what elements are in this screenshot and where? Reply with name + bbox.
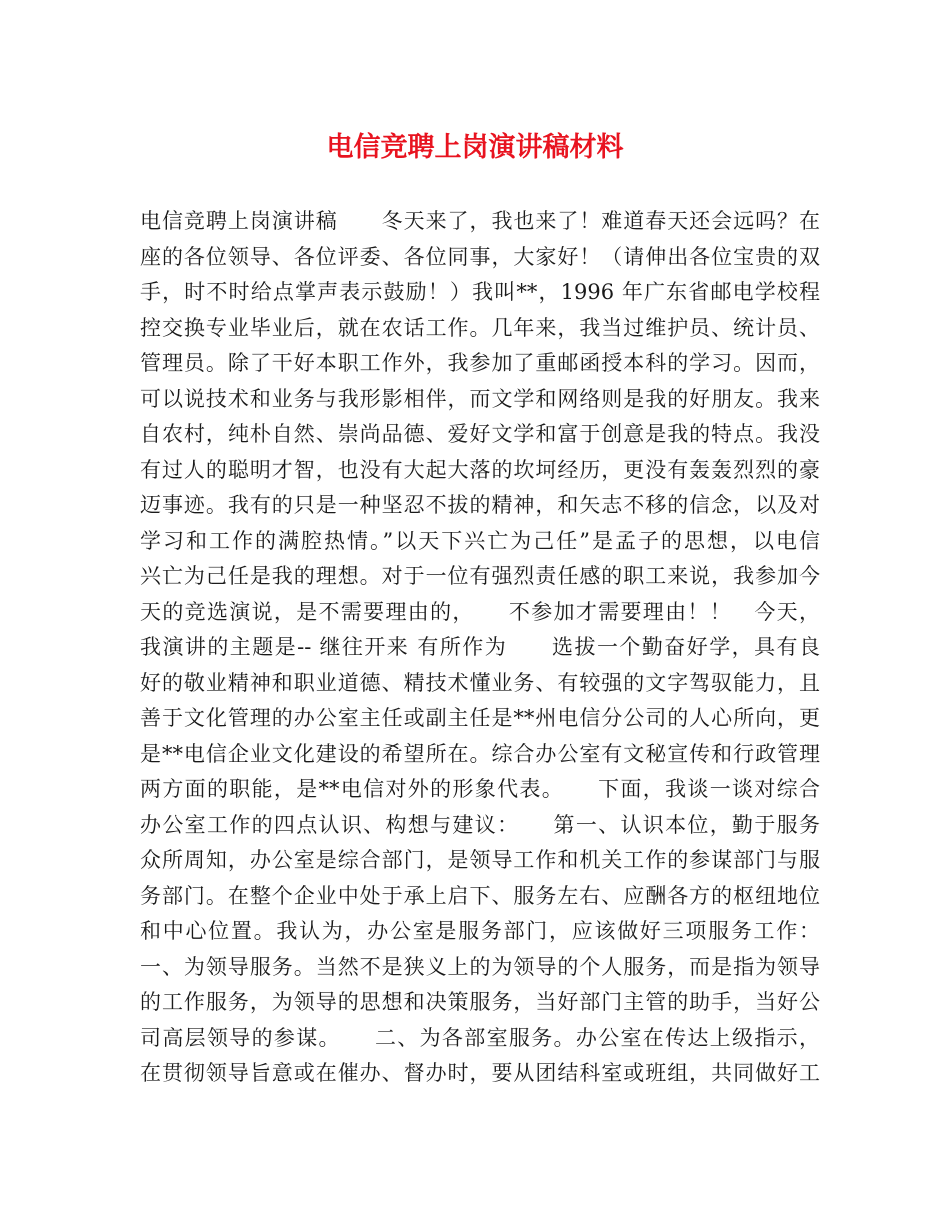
body-line: 好的敬业精神和职业道德、精技术懂业务、有较强的文字驾驭能力，且 bbox=[140, 670, 820, 695]
body-line: 迈事迹。我有的只是一种坚忍不拔的精神，和矢志不移的信念，以及对 bbox=[140, 493, 820, 517]
body-line: 善于文化管理的办公室主任或副主任是**州电信分公司的人心所向，更 bbox=[140, 706, 820, 730]
document-body bbox=[140, 204, 820, 1092]
body-line: 自农村，纯朴自然、崇尚品德、爱好文学和富于创意是我的特点。我没 bbox=[140, 422, 820, 446]
body-line: 座的各位领导、各位评委、各位同事，大家好！（请伸出各位宝贵的双 bbox=[140, 244, 820, 269]
body-line: 两方面的职能，是**电信对外的形象代表。 下面，我谈一谈对综合 bbox=[140, 777, 820, 801]
body-line: 控交换专业毕业后，就在农话工作。几年来，我当过维护员、统计员、 bbox=[140, 315, 820, 340]
body-line: 手，时不时给点掌声表示鼓励！）我叫**，1996 年广东省邮电学校程 bbox=[140, 280, 820, 304]
body-line: 我演讲的主题是-- 继往开来 有所作为 选拔一个勤奋好学，具有良 bbox=[140, 635, 820, 659]
body-line: 是**电信企业文化建设的希望所在。综合办公室有文秘宣传和行政管理 bbox=[140, 741, 820, 766]
body-line: 学习和工作的满腔热情。”以天下兴亡为己任”是孟子的思想，以电信 bbox=[140, 528, 820, 553]
body-line: 可以说技术和业务与我形影相伴，而文学和网络则是我的好朋友。我来 bbox=[140, 386, 820, 411]
body-line: 兴亡为己任是我的理想。对于一位有强烈责任感的职工来说，我参加今 bbox=[140, 564, 820, 588]
body-line: 电信竞聘上岗演讲稿 冬天来了，我也来了！难道春天还会远吗？在 bbox=[140, 209, 820, 233]
body-line: 的工作服务，为领导的思想和决策服务，当好部门主管的助手，当好公 bbox=[140, 990, 820, 1014]
document-title: 电信竞聘上岗演讲稿材料 bbox=[326, 132, 624, 163]
body-line: 管理员。除了干好本职工作外，我参加了重邮函授本科的学习。因而， bbox=[140, 351, 820, 375]
body-line: 司高层领导的参谋。 二、为各部室服务。办公室在传达上级指示， bbox=[140, 1025, 820, 1050]
body-line: 务部门。在整个企业中处于承上启下、服务左右、应酬各方的枢纽地位 bbox=[140, 883, 820, 908]
body-line: 众所周知，办公室是综合部门，是领导工作和机关工作的参谋部门与服 bbox=[140, 848, 820, 872]
body-line: 和中心位置。我认为，办公室是服务部门，应该做好三项服务工作： bbox=[140, 919, 820, 943]
body-line: 天的竞选演说，是不需要理由的， 不参加才需要理由！！ 今天， bbox=[140, 599, 820, 624]
body-line: 一、为领导服务。当然不是狭义上的为领导的个人服务，而是指为领导 bbox=[140, 954, 820, 979]
body-line: 在贯彻领导旨意或在催办、督办时，要从团结科室或班组，共同做好工 bbox=[140, 1061, 820, 1085]
body-line: 办公室工作的四点认识、构想与建议： 第一、认识本位，勤于服务 bbox=[140, 812, 820, 837]
body-line: 有过人的聪明才智，也没有大起大落的坎坷经历，更没有轰轰烈烈的豪 bbox=[140, 457, 820, 482]
